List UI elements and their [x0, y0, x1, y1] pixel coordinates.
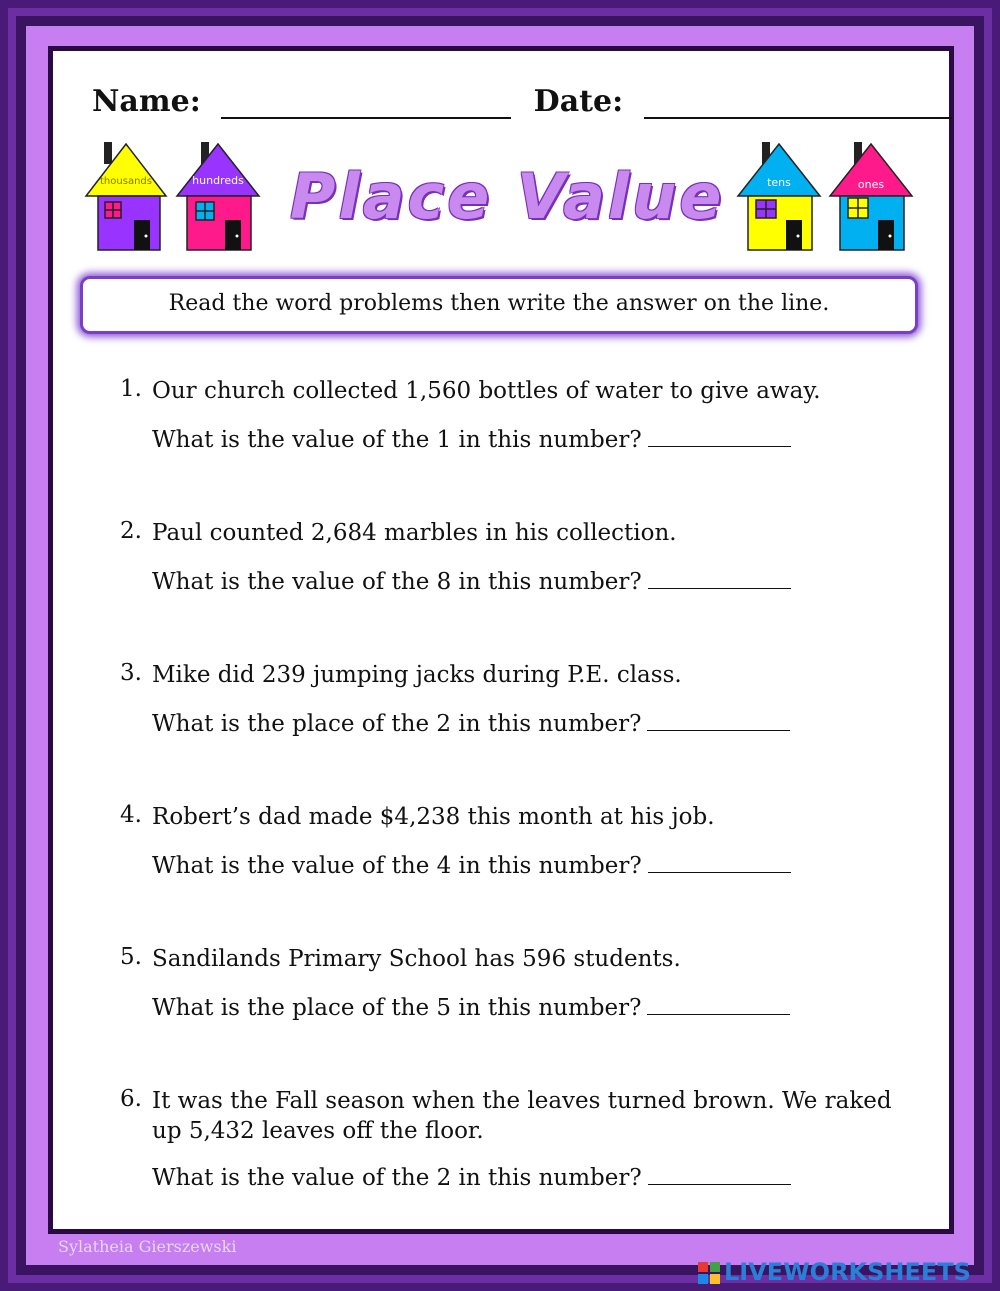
question-1: [120, 376, 900, 466]
question-number: 2.: [120, 518, 142, 544]
answer-blank[interactable]: [647, 710, 790, 731]
house-thousands: [84, 142, 168, 252]
house-label: hundreds: [192, 174, 244, 187]
date-label: Date:: [533, 84, 624, 119]
question-number: 5.: [120, 944, 142, 970]
liveworksheets-brand: LIVEWORKSHEETS: [724, 1258, 971, 1286]
house-tens: [736, 142, 822, 252]
date-field[interactable]: [644, 89, 952, 119]
name-date-row: [92, 84, 932, 124]
question-statement: It was the Fall season when the leaves turned brown. We raked up 5,432 leaves off the floor.: [152, 1088, 892, 1144]
question-prompt-row: [152, 852, 791, 879]
question-prompt-row: [152, 994, 790, 1021]
author-credit: Sylatheia Gierszewski: [58, 1237, 237, 1256]
question-prompt: What is the place of the 2 in this number?: [152, 711, 642, 737]
question-statement: Sandilands Primary School has 596 students.: [152, 946, 681, 972]
name-field[interactable]: [221, 89, 511, 119]
question-prompt: What is the value of the 2 in this number?: [152, 1165, 642, 1191]
page-title: Place Value: [290, 160, 725, 233]
answer-blank[interactable]: [648, 426, 791, 447]
answer-blank[interactable]: [648, 852, 791, 873]
question-prompt: What is the value of the 8 in this number?: [152, 569, 642, 595]
question-statement: Our church collected 1,560 bottles of water to give away.: [152, 378, 821, 404]
question-number: 6.: [120, 1086, 142, 1112]
house-icon: [84, 142, 168, 252]
question-prompt: What is the value of the 4 in this number?: [152, 853, 642, 879]
question-statement: Robert’s dad made $4,238 this month at his job.: [152, 804, 715, 830]
question-prompt-row: [152, 1164, 791, 1191]
house-icon: [828, 142, 914, 252]
liveworksheets-logo[interactable]: [698, 1258, 971, 1286]
house-label: ones: [857, 178, 885, 191]
answer-blank[interactable]: [648, 1164, 791, 1185]
house-hundreds: [175, 142, 261, 252]
house-icon: [175, 142, 261, 252]
question-prompt: What is the value of the 1 in this number?: [152, 427, 642, 453]
question-prompt-row: [152, 710, 790, 737]
question-4: [120, 802, 900, 892]
question-2: [120, 518, 900, 608]
question-number: 1.: [120, 376, 142, 402]
house-label: thousands: [100, 176, 152, 187]
question-number: 3.: [120, 660, 142, 686]
question-prompt: What is the place of the 5 in this number?: [152, 995, 642, 1021]
question-prompt-row: [152, 426, 791, 453]
question-statement: Paul counted 2,684 marbles in his collection.: [152, 520, 677, 546]
answer-blank[interactable]: [647, 994, 790, 1015]
instructions-box: [80, 276, 918, 334]
question-prompt-row: [152, 568, 791, 595]
question-3: [120, 660, 900, 750]
question-statement: Mike did 239 jumping jacks during P.E. class.: [152, 662, 682, 688]
question-5: [120, 944, 900, 1034]
house-label: tens: [767, 176, 791, 189]
liveworksheets-icon: [698, 1262, 720, 1284]
question-number: 4.: [120, 802, 142, 828]
question-6: [120, 1086, 900, 1206]
answer-blank[interactable]: [648, 568, 791, 589]
house-ones: [828, 142, 914, 252]
name-label: Name:: [92, 84, 201, 119]
house-icon: [736, 142, 822, 252]
instructions-text: Read the word problems then write the answer on the line.: [168, 291, 830, 316]
